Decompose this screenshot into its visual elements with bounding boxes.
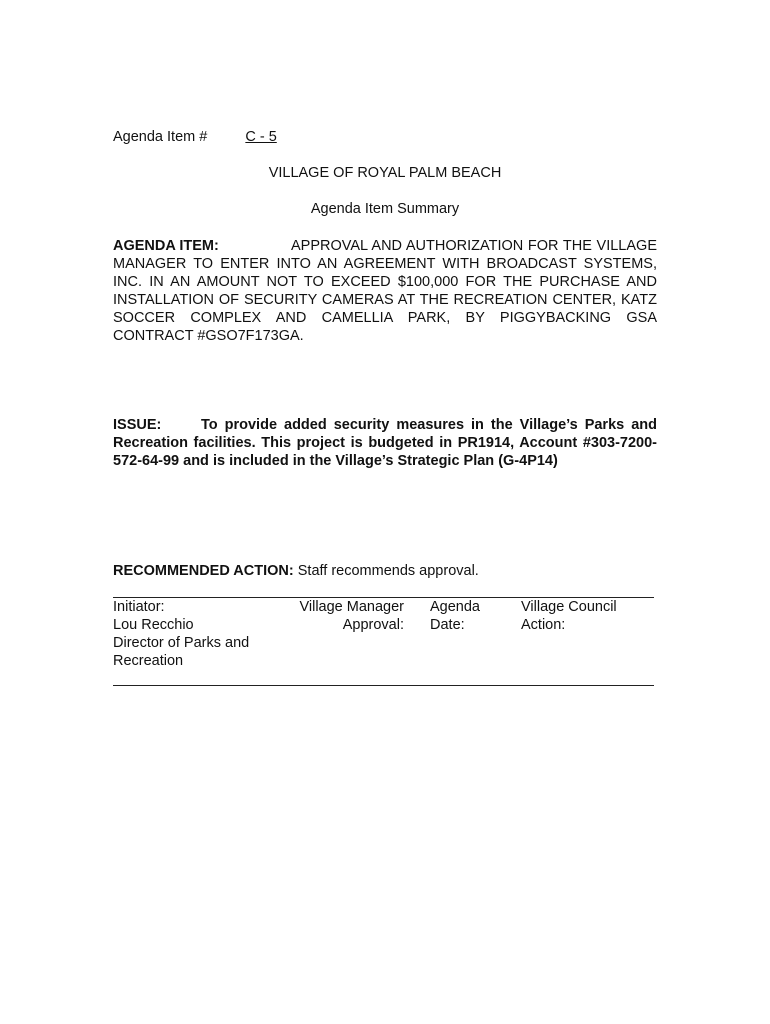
agenda-item-text: APPROVAL AND AUTHORIZATION FOR THE VILLAGE MANAGER TO ENTER INTO AN AGREEMENT WITH BROADCAST SYSTEMS, INC. IN AN AMOUNT NOT TO EXCEED $100,000 FOR THE PURCHASE AND INSTALLATION OF SECURITY CAMERAS AT THE RECREATION CENTER, KATZ SOCCER COMPLEX AND CAMELLIA PARK, BY PIGGYBACKING GSA CONTRACT #GSO7F173GA. [113, 238, 657, 344]
signoff-bottom-rule [113, 685, 654, 686]
council-action-line2: Action: [521, 617, 566, 633]
agenda-date-line1: Agenda [430, 599, 480, 615]
document-type-title [0, 201, 770, 217]
recommended-action-text: Staff recommends approval. [297, 563, 479, 579]
agenda-item-number-label: Agenda Item # [113, 129, 208, 145]
organization-title: VILLAGE OF ROYAL PALM BEACH [268, 165, 502, 181]
agenda-item-number: C - 5 [245, 129, 277, 145]
recommended-action-section [113, 563, 479, 579]
issue-label: ISSUE: [113, 417, 162, 433]
recommended-action-label: RECOMMENDED ACTION: [113, 563, 294, 579]
agenda-item-label: AGENDA ITEM: [113, 238, 219, 254]
initiator-column [113, 598, 283, 670]
issue-text: To provide added security measures in the Village’s Parks and Recreation facilities. This project is budgeted in PR1914, Account #303-7200-572-64-99 and is included in the Village’s Strategic Plan (G-4P14) [113, 417, 657, 469]
document-type-text: Agenda Item Summary [310, 201, 460, 217]
manager-approval-line2: Approval: [342, 617, 404, 633]
agenda-item-section [113, 237, 657, 345]
agenda-date-column [430, 598, 510, 634]
initiator-name: Lou Recchio [113, 617, 194, 633]
issue-section [113, 416, 657, 470]
manager-approval-column [284, 598, 404, 634]
council-action-line1: Village Council [521, 599, 617, 615]
initiator-title-line2: Recreation [113, 653, 184, 669]
initiator-title-line1: Director of Parks and [113, 635, 250, 651]
council-action-column [521, 598, 654, 634]
initiator-label: Initiator: [113, 599, 165, 615]
manager-approval-line1: Village Manager [299, 599, 404, 615]
agenda-date-line2: Date: [430, 617, 465, 633]
agenda-item-number-line [113, 129, 319, 145]
